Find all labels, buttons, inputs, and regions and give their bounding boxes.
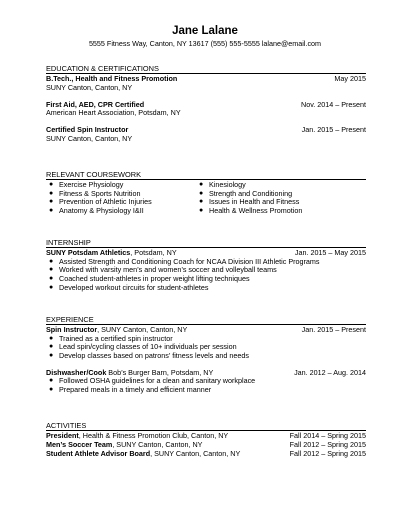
job-date: Jan. 2012 – Aug. 2014	[294, 367, 366, 377]
education-name: Certified Spin Instructor	[46, 125, 129, 135]
bullet-icon: ●	[49, 334, 54, 342]
list-item: ● Prepared meals in a timely and efficient manner	[49, 384, 212, 394]
education-date: Jan. 2015 – Present	[301, 125, 366, 135]
contact-line: 5555 Fitness Way, Canton, NY 13617 (555) 555-5555 lalane@email.com	[88, 39, 322, 48]
education-date: May 2015	[334, 74, 366, 83]
education-org: SUNY Canton, Canton, NY	[46, 82, 133, 92]
bullet-icon: ●	[49, 274, 54, 282]
experience-section	[46, 315, 366, 395]
activities-section	[46, 421, 366, 458]
coursework-section	[46, 170, 366, 215]
list-item: ● Developed workout circuits for student-athletes	[49, 282, 209, 292]
education-org: American Heart Association, Potsdam, NY	[46, 108, 181, 118]
bullet-icon: ●	[49, 266, 54, 274]
section-title: EXPERIENCE	[46, 315, 366, 325]
activity-role: Student Athlete Advisor Board	[46, 448, 151, 458]
job-bullets	[46, 335, 366, 361]
activity-date: Fall 2012 – Spring 2015	[289, 439, 366, 449]
list-item: ● Assisted Strength and Conditioning Coach for NCAA Division III Athletic Programs	[49, 256, 320, 266]
internship-date: Jan. 2015 – May 2015	[294, 248, 366, 257]
internship-role: SUNY Potsdam Athletics	[46, 248, 131, 257]
job-location: , SUNY Canton, Canton, NY	[97, 325, 188, 334]
activity-location: , SUNY Canton, Canton, NY	[112, 439, 203, 449]
activity-date: Fall 2014 – Spring 2015	[289, 431, 366, 440]
bullet-icon: ●	[199, 206, 204, 214]
education-date: Nov. 2014 – Present	[301, 99, 366, 109]
list-item: ● Followed OSHA guidelines for a clean and sanitary workplace	[49, 376, 256, 386]
activity-role: Men’s Soccer Team	[46, 439, 113, 449]
list-item: ● Anatomy & Physiology I&II	[49, 205, 144, 215]
job-role: Dishwasher/Cook	[46, 367, 107, 377]
activity-role: President	[46, 431, 79, 440]
section-title: EDUCATION & CERTIFICATIONS	[46, 64, 366, 74]
list-item: ● Worked with varsity men’s and women’s soccer and volleyball teams	[49, 265, 277, 275]
list-item: ● Prevention of Athletic Injuries	[49, 197, 152, 207]
education-name: B.Tech., Health and Fitness Promotion	[46, 74, 178, 83]
list-item: ● Coached student-athletes in proper weight lifting techniques	[49, 273, 250, 283]
bullet-icon: ●	[49, 351, 54, 359]
list-item: ● Exercise Physiology	[49, 180, 124, 189]
bullet-icon: ●	[199, 181, 204, 188]
job-bullets	[46, 377, 366, 394]
bullet-icon: ●	[49, 189, 54, 197]
bullet-icon: ●	[49, 257, 54, 265]
list-item: ● Kinesiology	[199, 180, 246, 189]
list-item: ● Trained as a certified spin instructor	[49, 333, 173, 343]
internship-section	[46, 238, 366, 292]
bullet-icon: ●	[49, 181, 54, 188]
coursework-list-right	[196, 181, 346, 215]
education-org: SUNY Canton, Canton, NY	[46, 133, 133, 143]
bullet-icon: ●	[49, 206, 54, 214]
list-item: ● Develop classes based on patrons’ fitness levels and needs	[49, 350, 249, 360]
list-item: ● Issues in Health and Fitness	[199, 197, 300, 207]
list-item: ● Strength and Conditioning	[199, 188, 293, 198]
candidate-name: Jane Lalane	[172, 25, 238, 37]
activity-item	[46, 450, 366, 459]
coursework-list-left	[46, 181, 196, 215]
bullet-icon: ●	[199, 198, 204, 206]
job-date: Jan. 2015 – Present	[301, 325, 366, 334]
bullet-icon: ●	[49, 198, 54, 206]
section-title: RELEVANT COURSEWORK	[46, 170, 366, 180]
internship-location: , Potsdam, NY	[130, 248, 177, 257]
activity-location: , Health & Fitness Promotion Club, Canton, NY	[78, 431, 229, 440]
education-section	[46, 64, 366, 144]
activity-date: Fall 2012 – Spring 2015	[289, 448, 366, 458]
bullet-icon: ●	[49, 377, 54, 385]
job-location: Bob’s Burger Barn, Potsdam, NY	[106, 367, 214, 377]
bullet-icon: ●	[49, 385, 54, 393]
list-item: ● Lead spin/cycling classes of 10+ individuals per session	[49, 342, 237, 352]
activity-location: , SUNY Canton, Canton, NY	[150, 448, 241, 458]
bullet-icon: ●	[49, 343, 54, 351]
bullet-icon: ●	[199, 189, 204, 197]
job-role: Spin Instructor	[46, 325, 98, 334]
list-item: ● Fitness & Sports Nutrition	[49, 188, 141, 198]
section-title: ACTIVITIES	[46, 421, 366, 431]
internship-bullets	[46, 258, 366, 292]
section-title: INTERNSHIP	[46, 238, 366, 248]
list-item: ● Health & Wellness Promotion	[199, 205, 303, 215]
education-name: First Aid, AED, CPR Certified	[46, 99, 145, 109]
bullet-icon: ●	[49, 283, 54, 291]
